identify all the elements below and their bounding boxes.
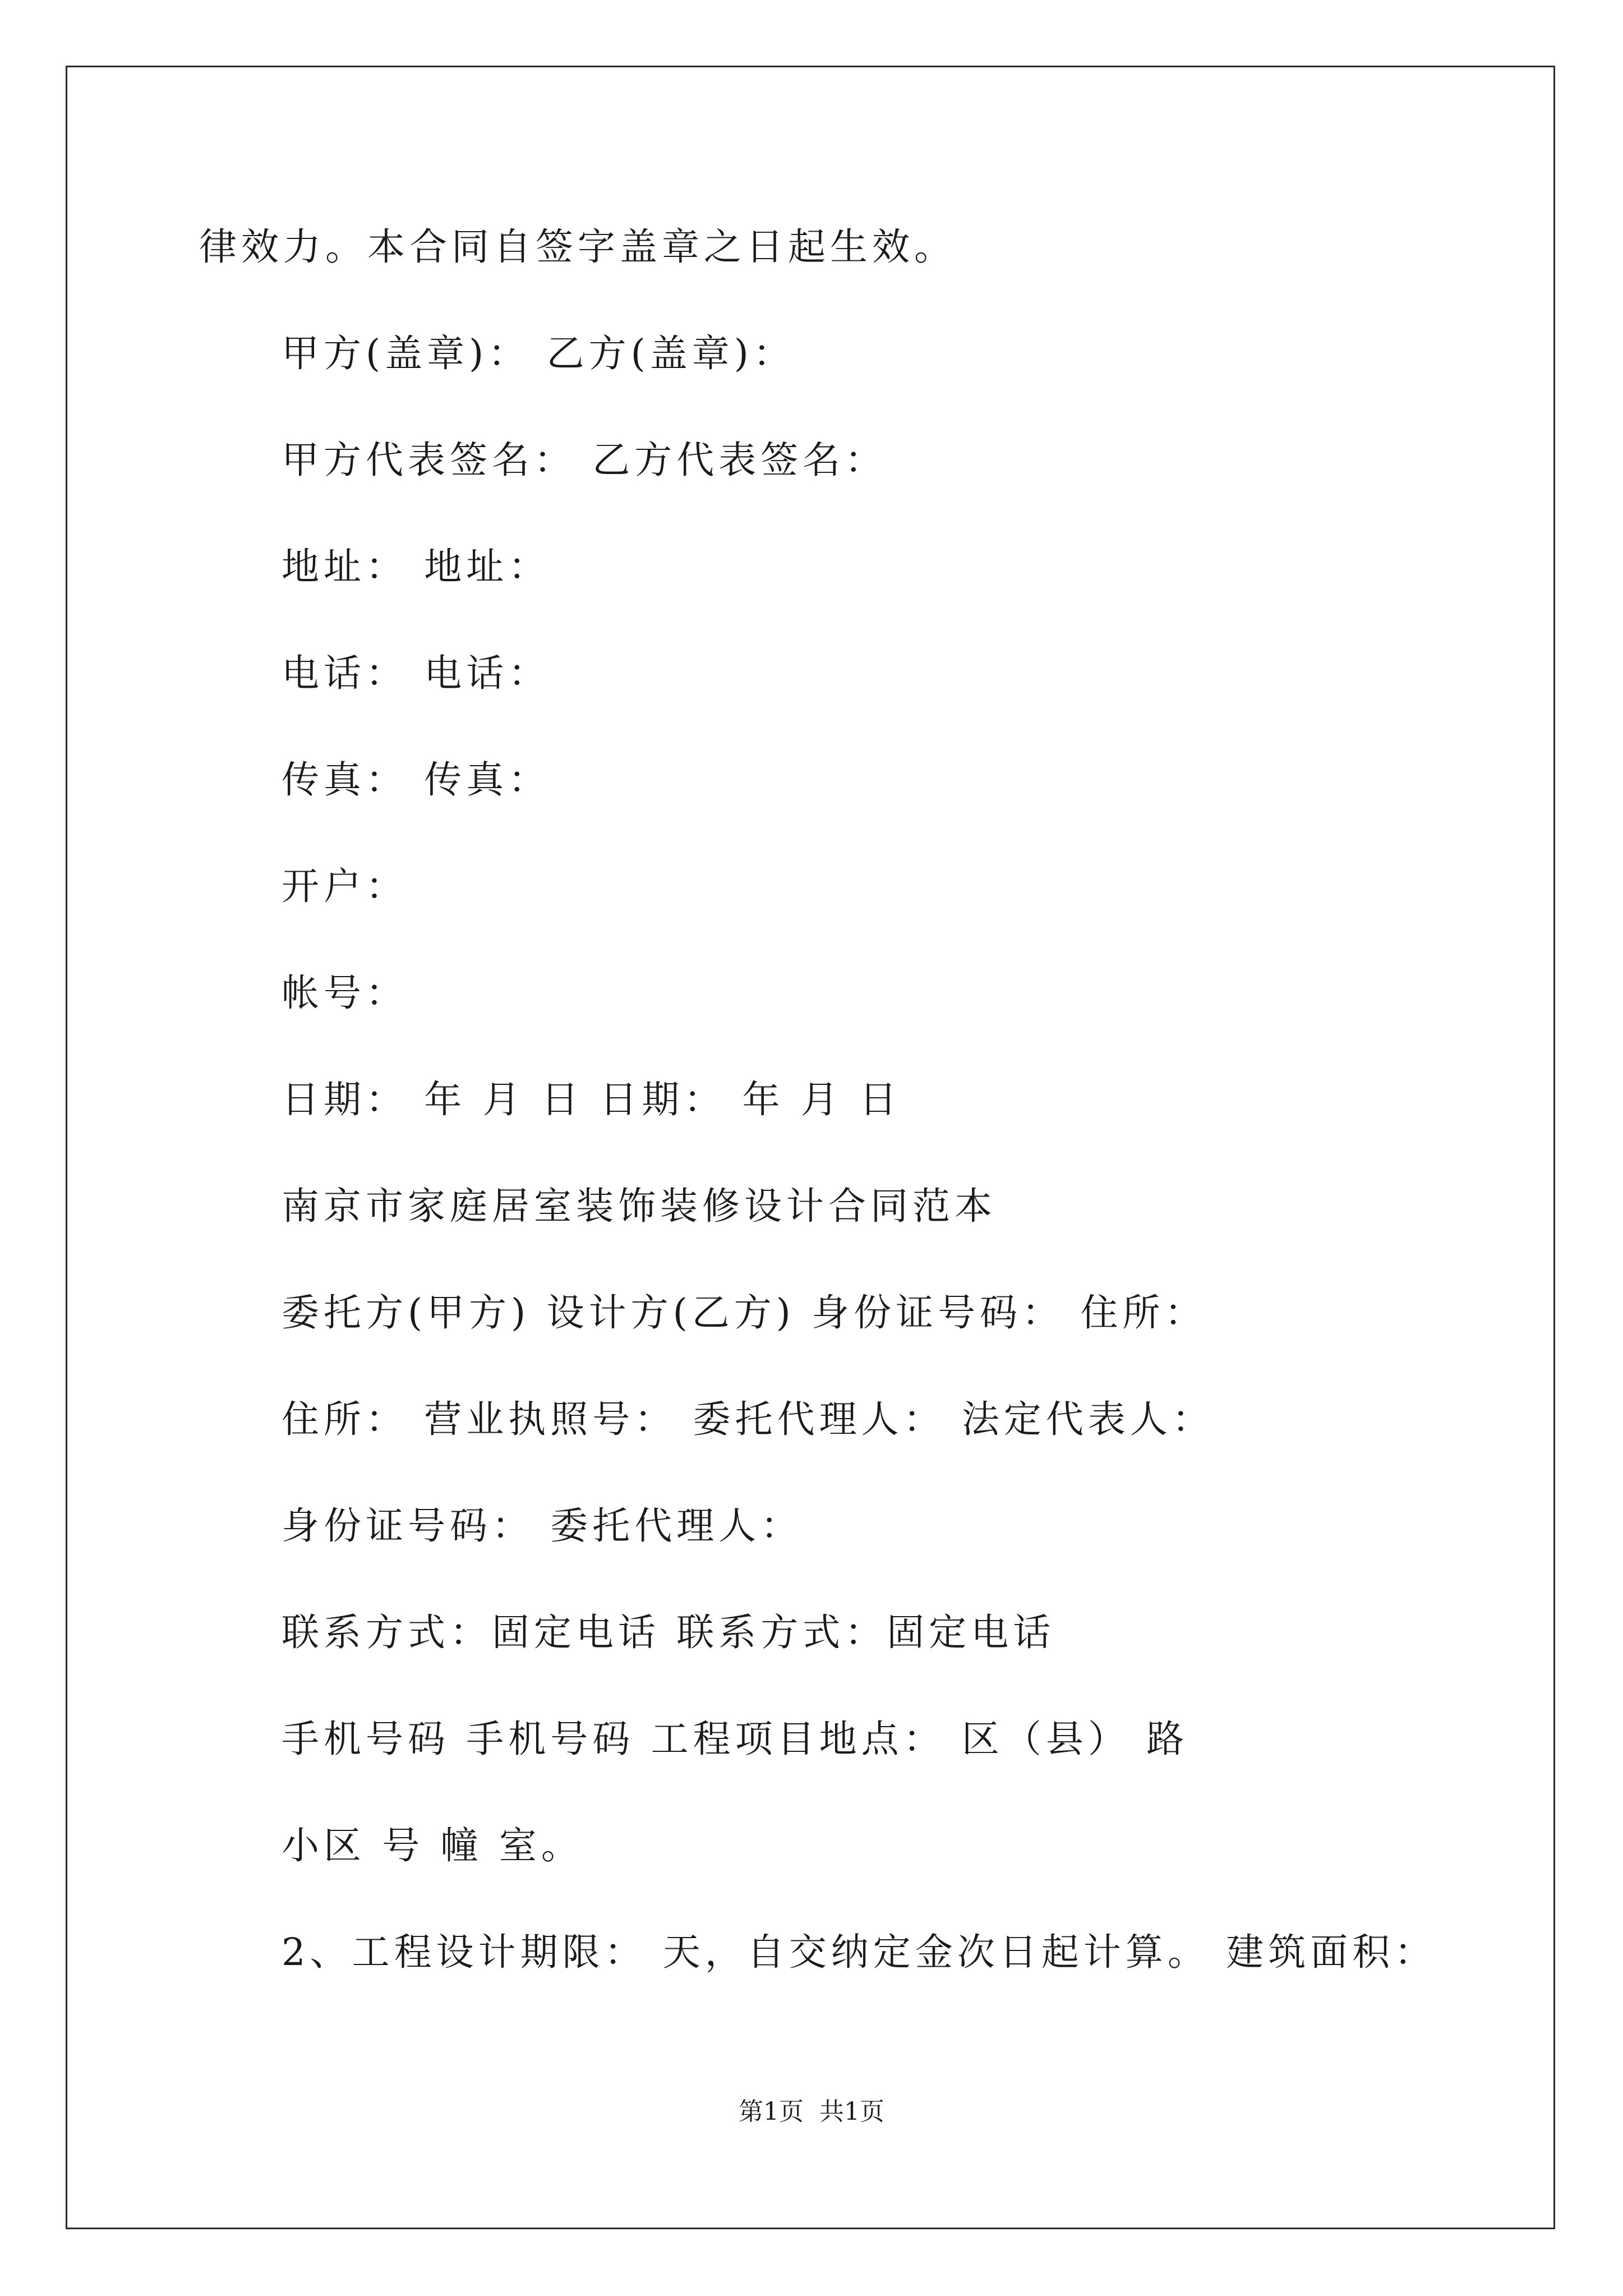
text-line-17: 2、工程设计期限： 天，自交纳定金次日起计算。 建筑面积： [282,1930,1437,1974]
text-line-16: 小区 号 幢 室。 [282,1824,583,1867]
text-line-5: 电话： 电话： [282,651,551,695]
text-line-4: 地址： 地址： [282,545,551,588]
text-line-13: 身份证号码： 委托代理人： [282,1504,803,1548]
text-line-2: 甲方(盖章)： 乙方(盖章)： [282,332,795,375]
text-line-1: 律效力。本合同自签字盖章之日起生效。 [199,225,956,269]
text-line-15: 手机号码 手机号码 工程项目地点： 区（县） 路 [282,1717,1189,1761]
page-frame [66,66,1555,2229]
text-line-3: 甲方代表签名： 乙方代表签名： [282,438,887,482]
text-line-10: 南京市家庭居室装饰装修设计合同范本 [282,1184,997,1228]
text-line-8: 帐号： [282,971,408,1015]
text-line-6: 传真： 传真： [282,758,551,802]
text-line-9: 日期： 年 月 日 日期： 年 月 日 [282,1078,902,1121]
text-line-11: 委托方(甲方) 设计方(乙方) 身份证号码： 住所： [282,1291,1207,1335]
page-footer: 第1页 共1页 [739,2097,884,2126]
text-line-14: 联系方式：固定电话 联系方式：固定电话 [282,1611,1055,1654]
text-line-7: 开户： [282,864,408,908]
text-line-12: 住所： 营业执照号： 委托代理人： 法定代表人： [282,1397,1214,1441]
